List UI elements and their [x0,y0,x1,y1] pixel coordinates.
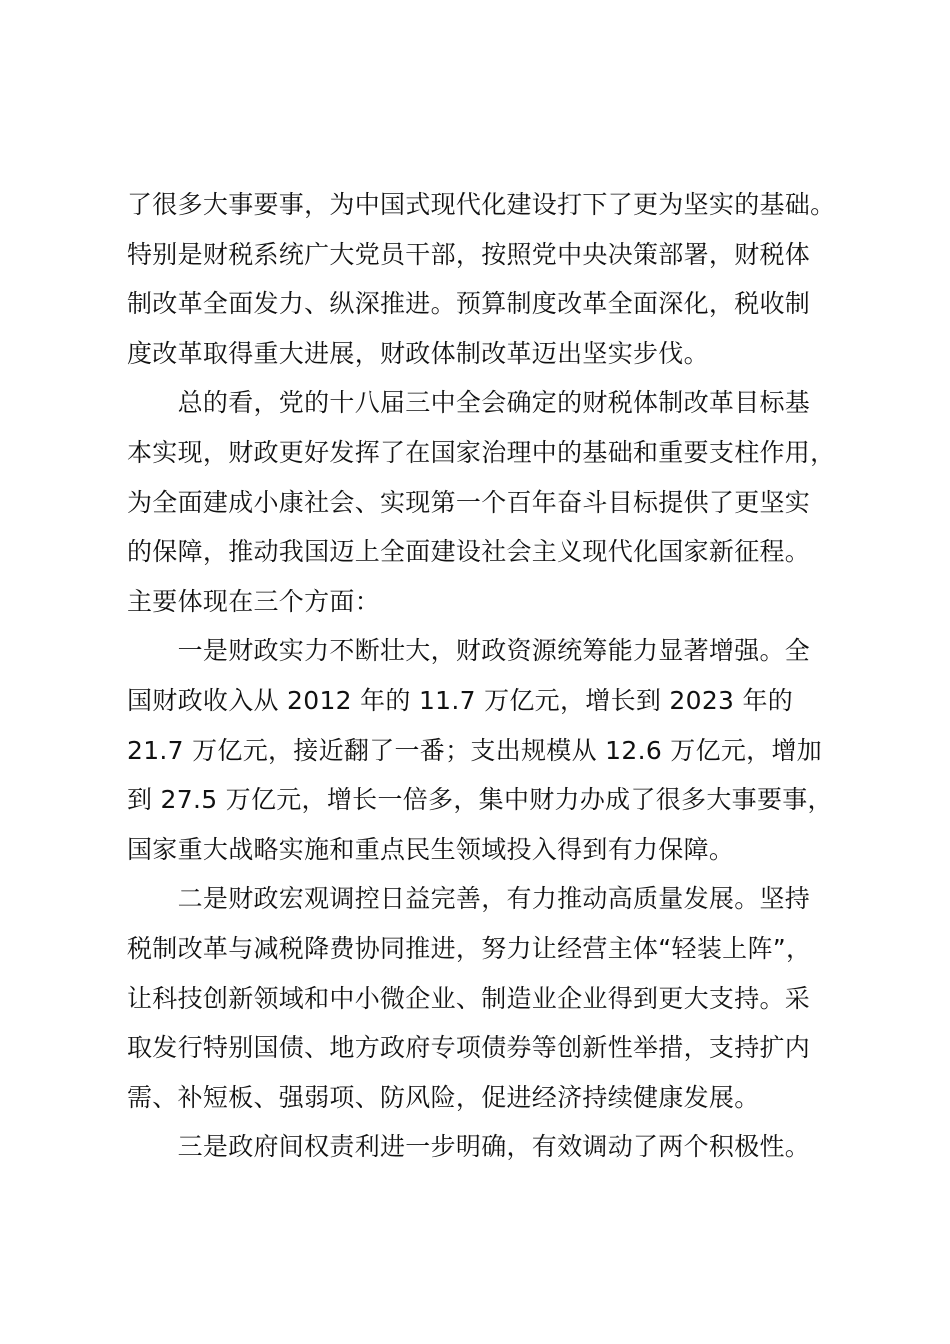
text-line: 税制改革与减税降费协同推进，努力让经营主体“轻装上阵”， [127,933,812,963]
text-line: 度改革取得重大进展，财政体制改革迈出坚实步伐。 [127,338,709,368]
text-line: 主要体现在三个方面： [127,586,381,616]
text-line: 为全面建成小康社会、实现第一个百年奋斗目标提供了更坚实 [127,487,811,517]
document-body [127,180,847,1172]
text-line: 让科技创新领域和中小微企业、制造业企业得到更大支持。采 [127,983,811,1013]
text-line: 21.7 万亿元，接近翻了一番；支出规模从 12.6 万亿元，增加 [127,735,823,765]
text-line: 需、补短板、强弱项、防风险，促进经济持续健康发展。 [127,1082,760,1112]
text-line: 总的看，党的十八届三中全会确定的财税体制改革目标基 [127,388,811,418]
text-line: 二是财政宏观调控日益完善，有力推动高质量发展。坚持 [127,884,811,914]
text-line: 了很多大事要事，为中国式现代化建设打下了更为坚实的基础。 [127,190,836,219]
text-line: 一是财政实力不断壮大，财政资源统筹能力显著增强。全 [127,636,811,666]
text-line: 的保障，推动我国迈上全面建设社会主义现代化国家新征程。 [127,537,811,567]
text-line: 国财政收入从 2012 年的 11.7 万亿元，增长到 2023 年的 [127,685,794,715]
text-line: 到 27.5 万亿元，增长一倍多，集中财力办成了很多大事要事， [127,785,833,815]
text-line: 本实现，财政更好发挥了在国家治理中的基础和重要支柱作用， [127,437,836,467]
text-line: 特别是财税系统广大党员干部，按照党中央决策部署，财税体 [127,239,811,269]
text-line: 国家重大战略实施和重点民生领域投入得到有力保障。 [127,834,735,864]
text-line: 三是政府间权责利进一步明确，有效调动了两个积极性。 [127,1132,811,1162]
text-line: 取发行特别国债、地方政府专项债券等创新性举措，支持扩内 [127,1033,811,1063]
text-line: 制改革全面发力、纵深推进。预算制度改革全面深化，税收制 [127,289,811,319]
